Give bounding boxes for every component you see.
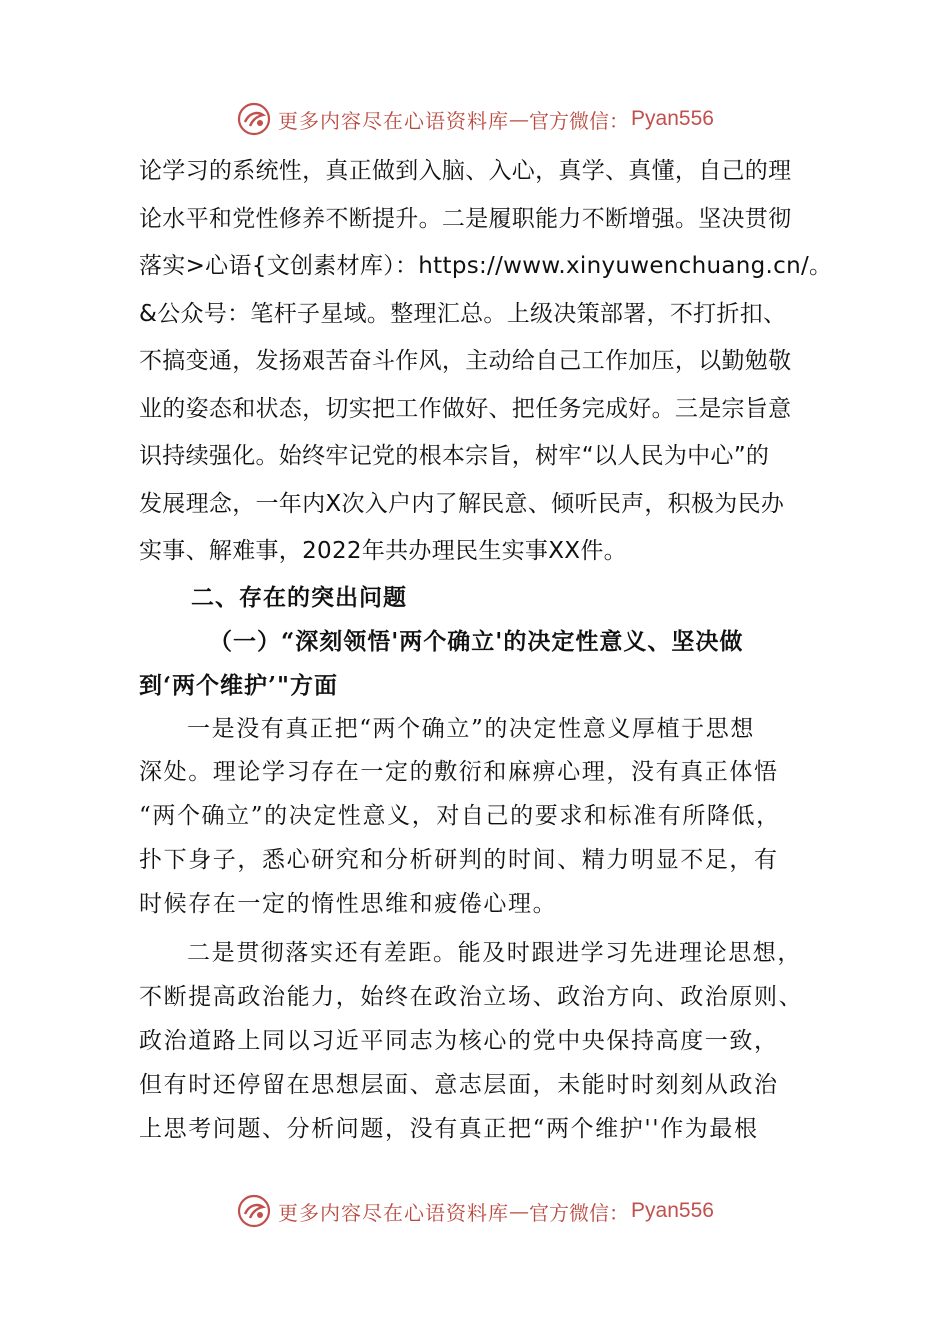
text-line: 一是没有真正把“两个确立”的决定性意义厚植于思想 (187, 715, 755, 742)
text-line: 深处。理论学习存在一定的敷衍和麻痹心理，没有真正体悟 (139, 759, 779, 786)
text-line: 识持续强化。始终牢记党的根本宗旨，树牢“以人民为中心”的 (139, 443, 770, 469)
paragraph-3 (139, 932, 829, 1151)
text-line: “两个确立”的决定性意义，对自己的要求和标准有所降低， (139, 803, 781, 830)
paragraph-1 (139, 148, 833, 576)
text-line: 政治道路上同以习近平同志为核心的党中央保持高度一致， (139, 1028, 779, 1055)
footer-banner-separator: — (509, 1199, 530, 1223)
text-line: 论水平和党性修养不断提升。二是履职能力不断增强。坚决贯彻 (139, 205, 792, 232)
section-heading: 二、存在的突出问题 (191, 583, 407, 611)
subsection-heading (139, 620, 829, 708)
text-line: 但有时还停留在思想层面、意志层面，未能时时刻刻从政治 (139, 1071, 779, 1098)
text-line: 时候存在一定的惰性思维和疲倦心理。 (139, 890, 558, 917)
header-wechat-id: Pyan556 (631, 107, 714, 130)
header-banner (0, 97, 950, 141)
header-banner-text: 更多内容尽在心语资料库 (278, 108, 510, 133)
text-line: 实事、解难事，2022年共办理民生实事XX件。 (139, 538, 627, 564)
text-line: 业的姿态和状态，切实把工作做好、把任务完成好。三是宗旨意 (139, 395, 792, 422)
paragraph-2 (139, 708, 829, 927)
text-line: 扑下身子，悉心研究和分析研判的时间、精力明显不足，有 (139, 846, 779, 873)
xinyu-logo-icon (236, 101, 272, 137)
text-line: 上思考问题、分析问题，没有真正把“两个维护''作为最根 (139, 1115, 759, 1142)
document-body (139, 148, 833, 1151)
footer-wechat-label: 官方微信： (529, 1200, 630, 1225)
footer-banner (0, 1189, 950, 1233)
text-line: 论学习的系统性，真正做到入脑、入心，真学、真懂，自己的理 (139, 158, 792, 184)
subsection-heading-line: 到‘两个维护’"方面 (139, 671, 338, 699)
footer-wechat-id: Pyan556 (631, 1199, 714, 1222)
xinyu-logo-icon (236, 1193, 272, 1229)
text-line: 发展理念，一年内X次入户内了解民意、倾听民声，积极为民办 (139, 490, 785, 517)
footer-banner-text: 更多内容尽在心语资料库 (278, 1200, 510, 1225)
text-line: 不断提高政治能力，始终在政治立场、政治方向、政治原则、 (139, 984, 804, 1011)
text-line: 二是贯彻落实还有差距。能及时跟进学习先进理论思想， (187, 940, 802, 967)
header-banner-separator: — (509, 107, 530, 131)
subsection-heading-line: （一）“深刻领悟'两个确立'的决定性意义、坚决做 (209, 627, 744, 655)
text-line: 不搞变通，发扬艰苦奋斗作风，主动给自己工作加压，以勤勉敬 (139, 348, 792, 374)
text-line: 落实>心语{文创素材库）：https://www.xinyuwenchuang.cn/。 (139, 253, 833, 279)
text-line: &公众号：笔杆子星域。整理汇总。上级决策部署，不打折扣、 (139, 300, 787, 327)
header-wechat-label: 官方微信： (529, 108, 630, 133)
